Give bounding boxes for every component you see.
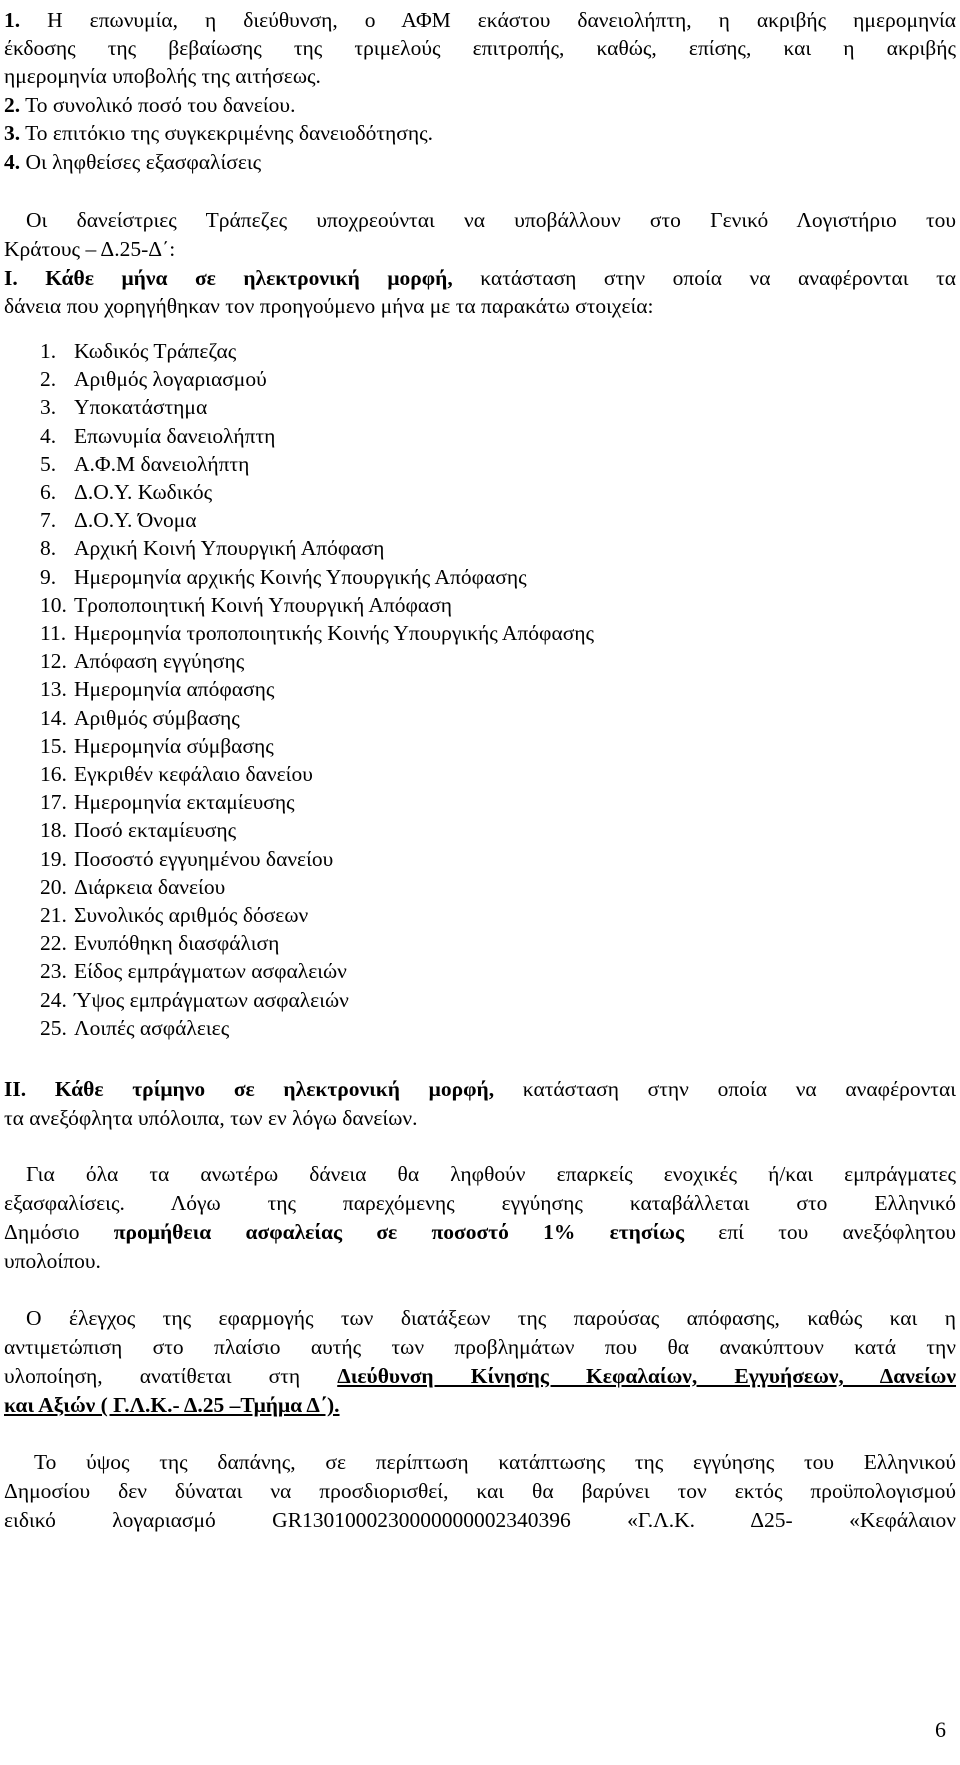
guarantee-line-3-a: Δημόσιο <box>4 1220 114 1244</box>
expense-line-2: Δημοσίου δεν δύναται να προσδιορισθεί, και θα βαρύνει τον εκτός προϋπολογισμού <box>4 1479 956 1503</box>
field-list-item <box>40 760 313 788</box>
field-list-item-label: Ενυπόθηκη διασφάλιση <box>74 931 280 956</box>
field-list-item-label: Διάρκεια δανείου <box>74 874 226 899</box>
intro-item-3-number: 3. <box>4 121 21 145</box>
field-list-item-label: Είδος εμπράγματων ασφαλειών <box>74 959 347 984</box>
field-list-item <box>40 365 267 393</box>
guarantee-line-4: υπολοίπου. <box>4 1249 101 1273</box>
field-list-item-number: 9. <box>40 564 57 589</box>
banks-line-1: Οι δανείστριες Τράπεζες υποχρεούνται να υποβάλλουν στο Γενικό Λογιστήριο του <box>26 208 956 232</box>
field-list-item <box>40 986 349 1014</box>
field-list-item <box>40 929 279 957</box>
field-list-item <box>40 534 384 562</box>
field-list-item-number: 8. <box>40 536 57 561</box>
field-list-item-label: Ημερομηνία εκταμίευσης <box>74 790 295 815</box>
intro-item-1-number: 1. <box>4 8 21 32</box>
field-list-item <box>40 619 594 647</box>
guarantee-line-3 <box>4 1218 956 1246</box>
section-1-line-2: δάνεια που χορηγήθηκαν τον προηγούμενο μήνα με τα παρακάτω στοιχεία: <box>4 294 654 318</box>
banks-line-2: Κράτους – Δ.25-Δ΄: <box>4 237 176 261</box>
field-list-item <box>40 1014 229 1042</box>
field-list-item-number: 7. <box>40 508 57 533</box>
field-list-item-label: Ημερομηνία σύμβασης <box>74 733 274 758</box>
field-list-item <box>40 478 212 506</box>
section-1-rest: κατάσταση στην οποία να αναφέρονται τα <box>452 266 956 290</box>
control-line-2: αντιμετώπιση στο πλαίσιο αυτής των προβλημάτων που θα ανακύπτουν κατά την <box>4 1335 956 1359</box>
intro-item-3-text: Το επιτόκιο της συγκεκριμένης δανειοδότησης. <box>20 121 433 145</box>
field-list-item-label: Κωδικός Τράπεζας <box>74 339 237 363</box>
guarantee-fee-bold: προμήθεια ασφαλείας σε ποσοστό 1% ετησίως <box>113 1220 685 1244</box>
field-list-item-number: 5. <box>40 451 57 476</box>
field-list-item-label: Αρχική Κοινή Υπουργική Απόφαση <box>74 536 385 561</box>
field-list-item-number: 6. <box>40 480 57 504</box>
field-list-item-number: 16. <box>40 762 67 786</box>
intro-item-2-number: 2. <box>4 93 21 117</box>
field-list-item-label: Απόφαση εγγύησης <box>74 649 245 674</box>
field-list-item-number: 25. <box>40 1015 67 1040</box>
field-list-item-number: 23. <box>40 959 67 984</box>
guarantee-line-3-c: επί του ανεξόφλητου <box>684 1220 956 1244</box>
intro-item-4 <box>4 148 956 176</box>
page-number: 6 <box>935 1717 946 1742</box>
section-2-bold: ΙΙ. Κάθε τρίμηνο σε ηλεκτρονική μορφή, <box>4 1077 495 1101</box>
field-list-item <box>40 901 308 929</box>
field-list-item-label: Υποκατάστημα <box>74 395 208 420</box>
intro-item-3 <box>4 119 956 147</box>
field-list-item <box>40 563 527 591</box>
intro-line-2: έκδοσης της βεβαίωσης της τριμελούς επιτροπής, καθώς, επίσης, και η ακριβής <box>4 36 956 60</box>
field-list-item-number: 17. <box>40 790 67 815</box>
field-list-item-number: 4. <box>40 423 57 448</box>
field-list-item <box>40 957 347 985</box>
field-list-item-label: Αριθμός σύμβασης <box>74 705 240 730</box>
field-list-item-label: Ποσό εκταμίευσης <box>74 818 237 843</box>
field-list-item-label: Δ.Ο.Υ. Κωδικός <box>74 480 213 504</box>
field-list-item <box>40 337 236 365</box>
field-list-item <box>40 873 225 901</box>
field-list-item <box>40 393 207 421</box>
field-list-item-label: Εγκριθέν κεφάλαιο δανείου <box>74 762 313 786</box>
field-list-item-label: Επωνυμία δανειολήπτη <box>74 423 276 448</box>
field-list-item-number: 3. <box>40 395 57 420</box>
field-list-item-number: 10. <box>40 592 67 617</box>
field-list-item-number: 11. <box>40 621 67 645</box>
control-line-1: Ο έλεγχος της εφαρμογής των διατάξεων της παρούσας απόφασης, καθώς και η <box>26 1306 956 1330</box>
field-list-item <box>40 450 249 478</box>
field-list-item <box>40 506 197 534</box>
field-list-item-number: 22. <box>40 931 67 956</box>
field-list-item <box>40 732 274 760</box>
field-list-item <box>40 675 274 703</box>
intro-item-2-text: Το συνολικό ποσό του δανείου. <box>20 93 296 117</box>
field-list-item-number: 1. <box>40 339 57 363</box>
field-list-item-label: Ημερομηνία αρχικής Κοινής Υπουργικής Απόφασης <box>74 564 527 589</box>
directorate-name-cont: και Αξιών ( Γ.Λ.Κ.- Δ.25 –Τμήμα Δ΄). <box>4 1393 340 1417</box>
directorate-name: Διεύθυνση Κίνησης Κεφαλαίων, Εγγυήσεων, Δανείων <box>337 1364 957 1388</box>
expense-line-1: Το ύψος της δαπάνης, σε περίπτωση κατάπτωσης της εγγύησης του Ελληνικού <box>34 1450 956 1474</box>
field-list-item-label: Δ.Ο.Υ. Όνομα <box>74 508 197 533</box>
field-list-item-number: 24. <box>40 987 67 1012</box>
section-2-heading <box>4 1075 956 1103</box>
field-list-item-number: 12. <box>40 649 67 674</box>
guarantee-line-2: εξασφαλίσεις. Λόγω της παρεχόμενης εγγύησης καταβάλλεται στο Ελληνικό <box>4 1191 956 1215</box>
field-list-item-number: 19. <box>40 846 67 871</box>
field-list-item <box>40 788 295 816</box>
field-list-item-number: 21. <box>40 903 67 927</box>
guarantee-line-1: Για όλα τα ανωτέρω δάνεια θα ληφθούν επαρκείς ενοχικές ή/και εμπράγματες <box>26 1162 956 1186</box>
intro-line-3: ημερομηνία υποβολής της αιτήσεως. <box>4 64 321 88</box>
field-list-item <box>40 591 452 619</box>
field-list-item-label: Α.Φ.Μ δανειολήπτη <box>74 451 250 476</box>
field-list-item-number: 18. <box>40 818 67 843</box>
section-2-rest: κατάσταση στην οποία να αναφέρονται <box>494 1077 956 1101</box>
field-list-item-label: Αριθμός λογαριασμού <box>74 367 267 392</box>
field-list-item <box>40 816 236 844</box>
section-2-line-2: τα ανεξόφλητα υπόλοιπα, των εν λόγω δανείων. <box>4 1106 418 1130</box>
intro-item-1-text: Η επωνυμία, η διεύθυνση, ο ΑΦΜ εκάστου δανειολήπτη, η ακριβής ημερομηνία <box>20 8 956 32</box>
field-list-item-label: Λοιπές ασφάλειες <box>74 1015 230 1040</box>
intro-item-4-text: Οι ληφθείσες εξασφαλίσεις <box>20 150 262 174</box>
intro-item-2 <box>4 91 956 119</box>
field-list-item-label: Τροποποιητική Κοινή Υπουργική Απόφαση <box>74 592 453 617</box>
field-list-item-number: 14. <box>40 705 67 730</box>
field-list-item <box>40 647 244 675</box>
field-list-item-label: Ημερομηνία απόφασης <box>74 677 275 702</box>
field-list-item-label: Ποσοστό εγγυημένου δανείου <box>74 846 334 871</box>
intro-item-4-number: 4. <box>4 150 21 174</box>
field-list-item-number: 20. <box>40 874 67 899</box>
field-list-item-number: 2. <box>40 367 57 392</box>
intro-line-1 <box>4 6 956 34</box>
control-line-4 <box>4 1391 956 1419</box>
field-list-item-number: 13. <box>40 677 67 702</box>
control-line-3-a: υλοποίηση, ανατίθεται στη <box>4 1364 338 1388</box>
field-list-item-number: 15. <box>40 733 67 758</box>
field-list-item <box>40 845 333 873</box>
field-list-item <box>40 422 275 450</box>
field-list-item-label: Ημερομηνία τροποποιητικής Κοινής Υπουργικής Απόφασης <box>74 621 595 645</box>
field-list-item-label: Συνολικός αριθμός δόσεων <box>74 903 309 927</box>
section-1-bold: Ι. Κάθε μήνα σε ηλεκτρονική μορφή, <box>4 266 453 290</box>
control-line-3 <box>4 1362 956 1390</box>
expense-line-3: ειδικό λογαριασμό GR1301000230000000002340396 «Γ.Λ.Κ. Δ25- «Κεφάλαιον <box>4 1508 956 1532</box>
field-list-item-label: Ύψος εμπράγματων ασφαλειών <box>74 987 349 1012</box>
field-list-item <box>40 704 240 732</box>
section-1-heading <box>4 264 956 292</box>
